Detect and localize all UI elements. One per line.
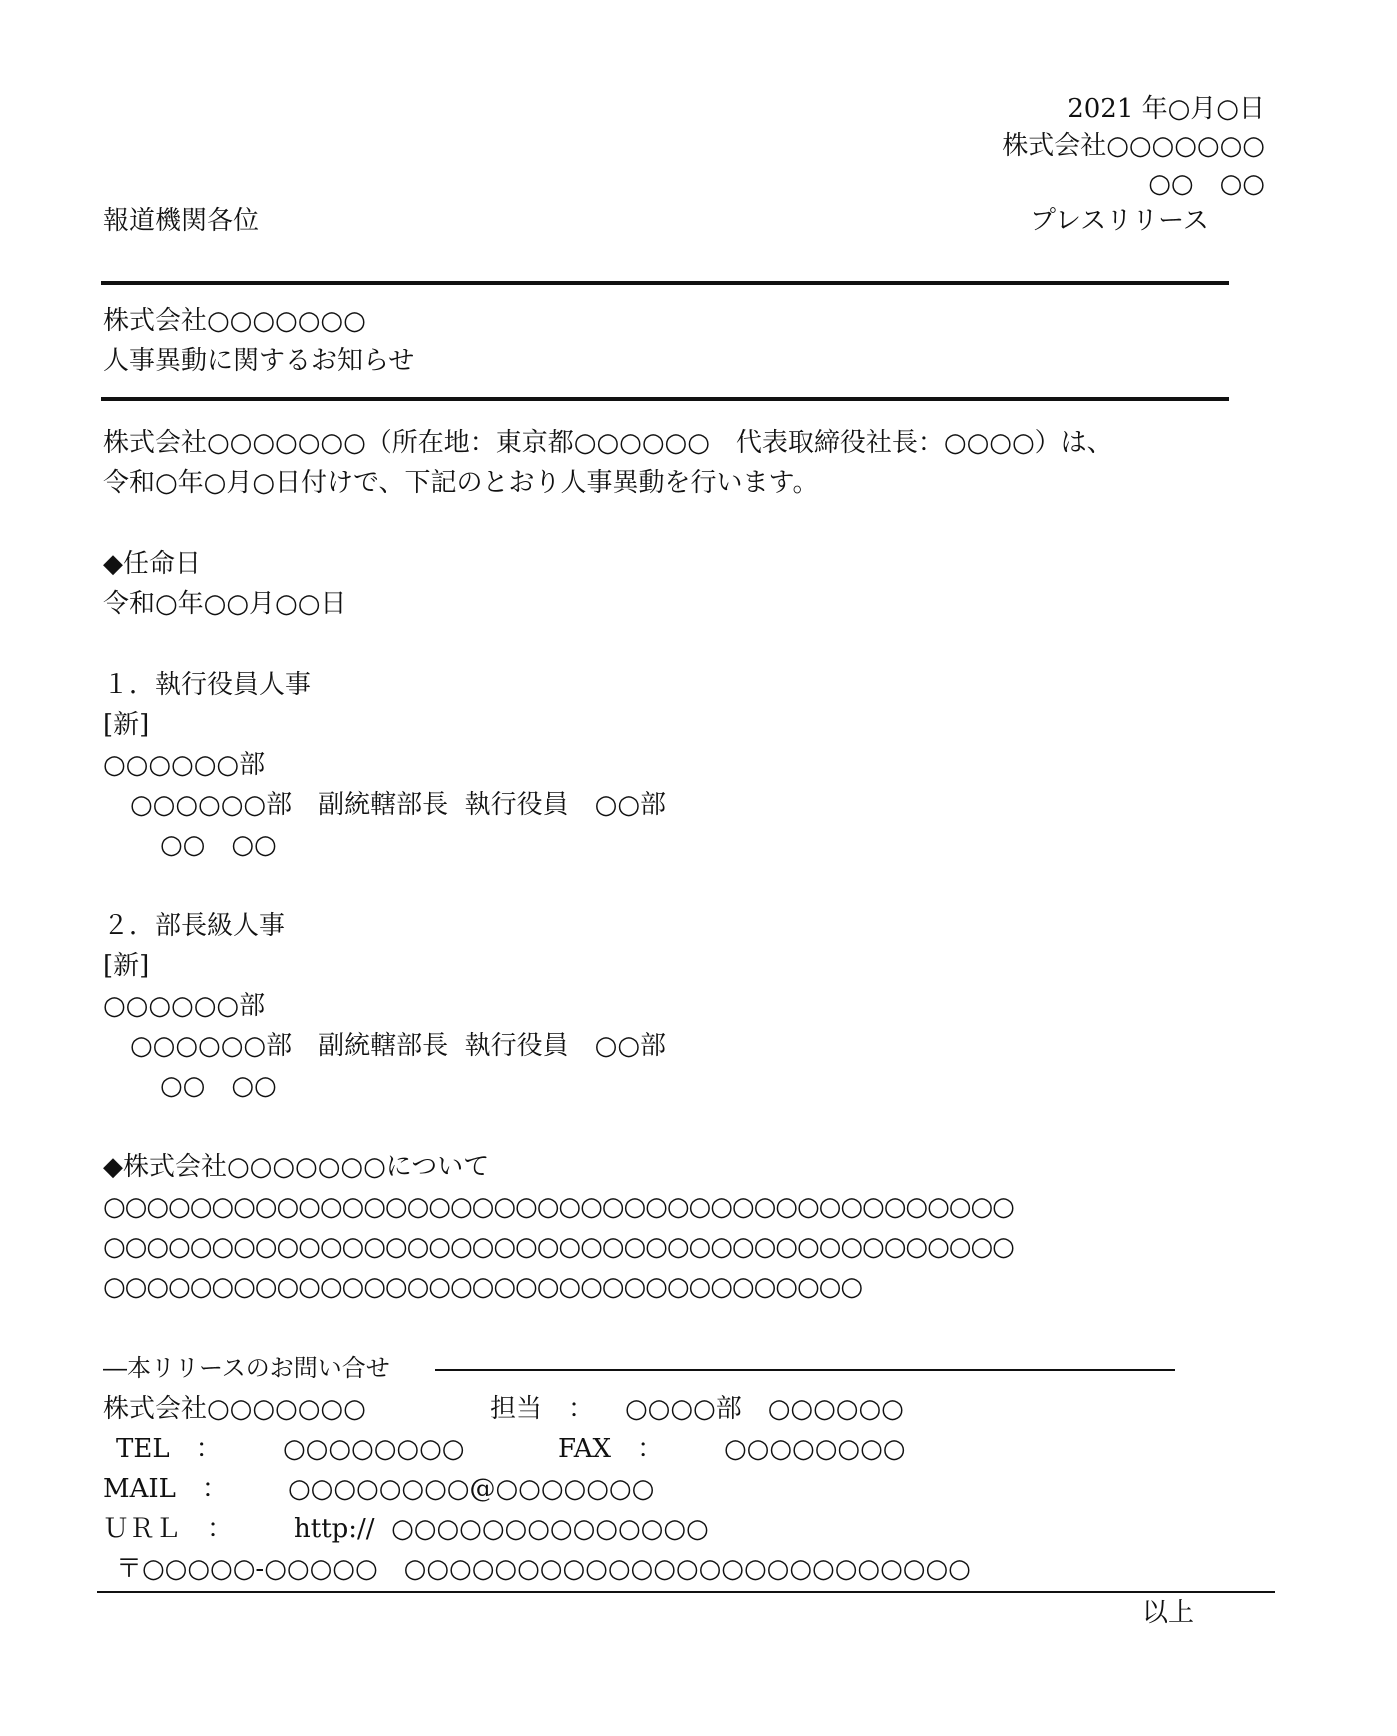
section-2-heading: ２．部長級人事: [103, 911, 286, 941]
contact-company: 株式会社○○○○○○○: [103, 1394, 366, 1424]
section-2-position: ○○○○○○部 副統轄部長 執行役員 ○○部: [130, 1031, 667, 1061]
url-value: http:// ○○○○○○○○○○○○○○: [294, 1514, 709, 1544]
fax-label: FAX ：: [558, 1434, 664, 1464]
section-1-dept: ○○○○○○部: [103, 750, 266, 780]
tel-value: ○○○○○○○○: [283, 1434, 465, 1464]
release-date: 2021 年○月○日: [1067, 94, 1265, 124]
intro-line-1: 株式会社○○○○○○○（所在地：東京都○○○○○○ 代表取締役社長：○○○○）は、: [103, 428, 1113, 458]
mail-label: MAIL ：: [103, 1474, 228, 1504]
title-company: 株式会社○○○○○○○: [103, 306, 366, 336]
section-2-tag: [新]: [103, 951, 150, 981]
fax-value: ○○○○○○○○: [724, 1434, 906, 1464]
about-line-2: ○○○○○○○○○○○○○○○○○○○○○○○○○○○○○○○○○○○○○○○○○○: [103, 1232, 1014, 1262]
appointment-heading: ◆任命日: [103, 549, 201, 579]
issuer-company: 株式会社○○○○○○○: [1002, 131, 1265, 161]
section-1-name: ○○ ○○: [160, 830, 277, 860]
end-mark: 以上: [1142, 1598, 1195, 1628]
section-1-heading: １．執行役員人事: [103, 670, 312, 700]
intro-line-2: 令和○年○月○日付けで、下記のとおり人事異動を行います。: [103, 468, 819, 498]
mail-value: ○○○○○○○○@○○○○○○○: [288, 1474, 655, 1504]
title-bottom-rule: [101, 397, 1229, 401]
section-1-position: ○○○○○○部 副統轄部長 執行役員 ○○部: [130, 790, 667, 820]
contact-heading: ―本リリースのお問い合せ: [103, 1354, 390, 1382]
tel-label: TEL ：: [116, 1434, 222, 1464]
issuer-person: ○○ ○○: [1148, 169, 1265, 199]
title-top-rule: [101, 281, 1229, 285]
addressee: 報道機関各位: [103, 206, 260, 236]
about-line-1: ○○○○○○○○○○○○○○○○○○○○○○○○○○○○○○○○○○○○○○○○○○: [103, 1192, 1014, 1222]
about-heading: ◆株式会社○○○○○○○について: [103, 1152, 490, 1182]
document-type: プレスリリース: [1030, 206, 1209, 236]
page-title: 人事異動に関するお知らせ: [103, 346, 415, 376]
section-1-tag: [新]: [103, 710, 150, 740]
appointment-date: 令和○年○○月○○日: [103, 589, 347, 619]
contact-heading-rule: [435, 1369, 1175, 1371]
section-2-name: ○○ ○○: [160, 1071, 277, 1101]
about-line-3: ○○○○○○○○○○○○○○○○○○○○○○○○○○○○○○○○○○○: [103, 1272, 863, 1302]
footer-rule: [97, 1591, 1275, 1593]
url-label: ＵＲＬ ：: [103, 1514, 234, 1544]
section-2-dept: ○○○○○○部: [103, 991, 266, 1021]
contact-person-value: ○○○○部 ○○○○○○: [625, 1394, 904, 1424]
contact-person-label: 担当 ：: [490, 1394, 595, 1424]
postal-address: 〒○○○○○-○○○○○ ○○○○○○○○○○○○○○○○○○○○○○○○○: [116, 1554, 971, 1584]
